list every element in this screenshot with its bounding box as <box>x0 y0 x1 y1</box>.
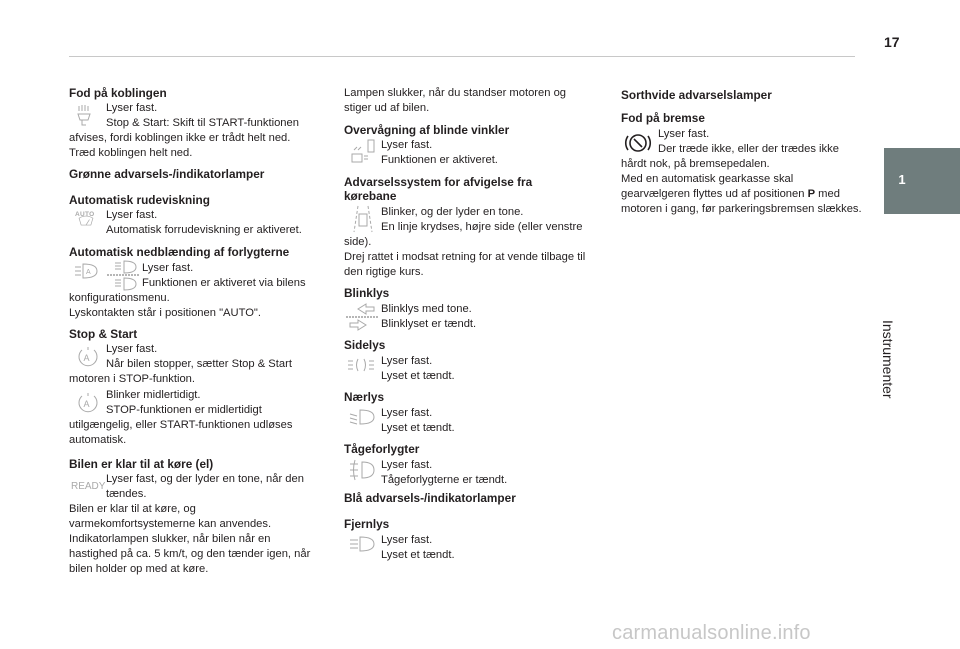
brake-line-5 <box>621 187 877 202</box>
ready-line-6: hastighed på ca. 5 km/t, og den tænder igen, når <box>69 548 311 560</box>
ready-line-4: varmekomfortsystemerne kan anvendes. <box>69 518 272 530</box>
ready-line-3: Bilen er klar til at køre, og <box>69 503 196 515</box>
lane-departure-heading-1: Advarselssystem for afvigelse fra <box>344 175 533 189</box>
brake-line-2: Der træde ikke, eller der trædes ikke <box>658 143 839 155</box>
stop-start-line-2: Når bilen stopper, sætter Stop & Start <box>106 358 292 370</box>
svg-text:A: A <box>86 269 91 276</box>
bw-lamps-heading: Sorthvide advarselslamper <box>621 88 772 102</box>
svg-text:A: A <box>83 399 90 409</box>
dipped-line-2: Lyset et tændt. <box>381 422 455 434</box>
main-beam-line-2: Lyset et tændt. <box>381 549 455 561</box>
lane-departure-line-3: side). <box>344 236 372 248</box>
lane-departure-line-1: Blinker, og der lyder en tone. <box>381 206 524 218</box>
stop-start-line-7: automatisk. <box>69 434 127 446</box>
auto-wiper-icon-text: AUTO <box>75 211 95 218</box>
green-lamps-heading: Grønne advarsels-/indikatorlamper <box>69 167 265 181</box>
clutch-line-1: Lyser fast. <box>106 102 158 114</box>
indicators-heading: Blinklys <box>344 286 390 300</box>
brake-line-3: hårdt nok, på bremsepedalen. <box>621 158 770 170</box>
brake-line-5-end: med <box>818 188 840 200</box>
sidelights-heading: Sidelys <box>344 338 386 352</box>
dipped-heading: Nærlys <box>344 390 384 404</box>
dipped-line-1: Lyser fast. <box>381 407 433 419</box>
auto-dipping-line-3: konfigurationsmenu. <box>69 292 170 304</box>
main-beam-heading: Fjernlys <box>344 517 390 531</box>
auto-wipers-line-2: Automatisk forrudeviskning er aktiveret. <box>106 224 302 236</box>
indicators-line-1: Blinklys med tone. <box>381 303 472 315</box>
blind-spot-heading: Overvågning af blinde vinkler <box>344 123 510 137</box>
ready-line-2: tændes. <box>106 488 147 500</box>
gear-position-p: P <box>807 188 816 200</box>
indicators-line-2: Blinklyset er tændt. <box>381 318 477 330</box>
chapter-title-vertical <box>868 218 920 399</box>
sidelights-line-2: Lyset et tændt. <box>381 370 455 382</box>
svg-text:A: A <box>83 353 90 363</box>
chapter-title: Instrumenter <box>880 320 896 399</box>
stop-start-line-4: Blinker midlertidigt. <box>106 389 201 401</box>
blue-lamps-heading: Blå advarsels-/indikatorlamper <box>344 491 516 505</box>
brake-line-1: Lyser fast. <box>658 128 710 140</box>
clutch-line-4: Træd koblingen helt ned. <box>69 147 193 159</box>
brake-line-5-start: gearvælgeren flyttes ud af positionen <box>621 188 805 200</box>
brake-line-4: Med en automatisk gearkasse skal <box>621 173 794 185</box>
ready-icon-text: READY <box>71 481 106 492</box>
blind-spot-line-2: Funktionen er aktiveret. <box>381 154 498 166</box>
auto-dipping-line-2: Funktionen er aktiveret via bilens <box>142 277 306 289</box>
auto-wipers-line-1: Lyser fast. <box>106 209 158 221</box>
ready-line-5: Indikatorlampen slukker, når bilen når en <box>69 533 271 545</box>
clutch-line-3: afvises, fordi koblingen ikke er trådt helt ned. <box>69 132 291 144</box>
brake-heading: Fod på bremse <box>621 111 705 125</box>
lane-departure-line-5: den rigtige kurs. <box>344 266 424 278</box>
ready-line-7: bilen holder op med at køre. <box>69 563 209 575</box>
ready-line-1: Lyser fast, og der lyder en tone, når den <box>106 473 304 485</box>
blind-spot-line-1: Lyser fast. <box>381 139 433 151</box>
lane-departure-line-2: En linje krydses, højre side (eller venstre <box>381 221 583 233</box>
auto-dipping-heading: Automatisk nedblænding af forlygterne <box>69 245 290 259</box>
stop-start-line-6: utilgængelig, eller START-funktionen udløses <box>69 419 293 431</box>
auto-dipping-line-1: Lyser fast. <box>142 262 194 274</box>
stop-start-line-1: Lyser fast. <box>106 343 158 355</box>
foglamps-line-1: Lyser fast. <box>381 459 433 471</box>
foglamps-line-2: Tågeforlygterne er tændt. <box>381 474 508 486</box>
watermark: carmanualsonline.info <box>612 622 811 644</box>
clutch-line-2: Stop & Start: Skift til START-funktionen <box>106 117 299 129</box>
header-divider <box>69 56 855 57</box>
chapter-tab[interactable] <box>884 148 960 214</box>
foglamps-heading: Tågeforlygter <box>344 442 420 456</box>
stop-start-line-5: STOP-funktionen er midlertidigt <box>106 404 262 416</box>
chapter-tab-number: 1 <box>898 172 906 187</box>
page-number: 17 <box>884 34 900 50</box>
stop-start-line-3: motoren i STOP-funktion. <box>69 373 196 385</box>
stop-start-heading: Stop & Start <box>69 327 138 341</box>
ready-heading: Bilen er klar til at køre (el) <box>69 457 214 471</box>
brake-line-6: motoren i gang, før parkeringsbremsen slækkes. <box>621 203 862 215</box>
auto-wipers-heading: Automatisk rudeviskning <box>69 193 210 207</box>
continued-line-2: stiger ud af bilen. <box>344 102 430 114</box>
clutch-heading: Fod på koblingen <box>69 86 167 100</box>
main-beam-line-1: Lyser fast. <box>381 534 433 546</box>
auto-dipping-line-4: Lyskontakten står i positionen "AUTO". <box>69 307 262 319</box>
sidelights-line-1: Lyser fast. <box>381 355 433 367</box>
lane-departure-line-4: Drej rattet i modsat retning for at vende tilbage til <box>344 251 586 263</box>
lane-departure-heading-2: kørebane <box>344 189 397 203</box>
continued-line-1: Lampen slukker, når du standser motoren og <box>344 87 567 99</box>
